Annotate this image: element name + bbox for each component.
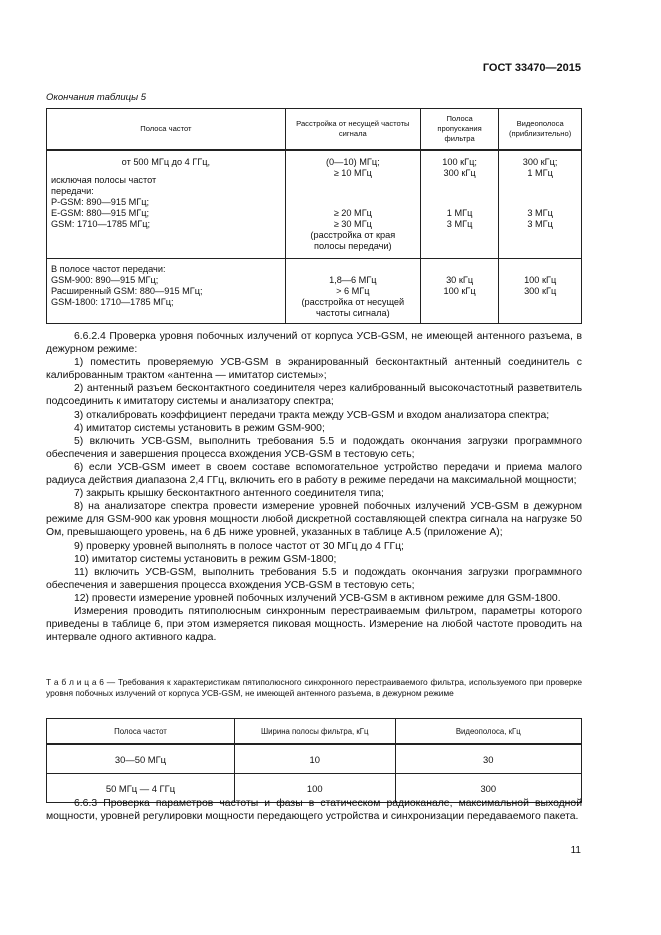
table6-header-band: Полоса частот bbox=[47, 719, 235, 745]
paragraph: 2) антенный разъем бесконтактного соединителя через калиброванный высокочастотный разветвитель подсоединить к имитатору системы и анализатору спектра; bbox=[46, 383, 582, 408]
paragraph: 6.6.2.4 Проверка уровня побочных излучений от корпуса УСВ-GSM, не имеющей антенного разъема, в дежурном режиме: bbox=[46, 331, 582, 356]
paragraph: 4) имитатор системы установить в режим GSM-900; bbox=[74, 422, 325, 434]
table5-cell-video: 100 кГц 300 кГц bbox=[499, 259, 582, 324]
paragraph: 11) включить УСВ-GSM, выполнить требования 5.5 и подождать окончания загрузки программного обеспечения и завершения процесса вхождения УСВ-GSM в тестовую сеть; bbox=[46, 566, 582, 591]
table-row bbox=[47, 744, 582, 774]
table5-header-filter: Полоса пропускания фильтра bbox=[420, 109, 498, 151]
paragraph: 8) на анализаторе спектра провести измерение уровней побочных излучений УСВ-GSM в дежурном режиме для GSM-900 как уровня мощности любой дискретной составляющей спектра сигнала на нагрузке 50 Ом, превышающего уровень, на 6 дБ ниже уровней, указанных в таблице А.5 (приложение А); bbox=[46, 501, 582, 539]
table6-cell: 50 МГц — 4 ГГц bbox=[47, 774, 235, 803]
table5-header-band: Полоса частот bbox=[47, 109, 286, 151]
table5-caption: Окончания таблицы 5 bbox=[46, 92, 147, 103]
paragraph: 12) провести измерение уровней побочных излучений УСВ-GSM в активном режиме для GSM-1800. bbox=[74, 592, 561, 604]
table5-cell-filter: 100 кГц; 300 кГц 1 МГц 3 МГц bbox=[420, 150, 498, 259]
table6-cell: 100 bbox=[234, 774, 395, 803]
paragraph: 5) включить УСВ-GSM, выполнить требования 5.5 и подождать окончания загрузки программного обеспечения и завершения процесса вхождения УСВ-GSM в тестовую сеть; bbox=[46, 435, 582, 460]
procedure-text bbox=[46, 330, 582, 644]
standard-header: ГОСТ 33470—2015 bbox=[482, 62, 581, 74]
table-row bbox=[47, 259, 582, 324]
table6 bbox=[46, 718, 582, 803]
page-number: 11 bbox=[570, 845, 581, 856]
table6-cell: 10 bbox=[234, 744, 395, 774]
table6-header-filter-width: Ширина полосы фильтра, кГц bbox=[234, 719, 395, 745]
table6-cell: 30—50 МГц bbox=[47, 744, 235, 774]
paragraph: 6.6.3 Проверка параметров частоты и фазы в статическом радиоканале, максимальной выходной мощности, уровней регулировки мощности передающего устройства и синхронизации передаваемого пакета. bbox=[46, 798, 582, 823]
table5-header-offset: Расстройка от несущей частоты сигнала bbox=[285, 109, 420, 151]
table5-cell-filter: 30 кГц 100 кГц bbox=[420, 259, 498, 324]
paragraph: 1) поместить проверяемую УСВ-GSM в экранированный бесконтактный антенный соединитель с калиброванным трактом «антенна — имитатор системы»; bbox=[46, 357, 582, 382]
table5-cell-band: от 500 МГц до 4 ГГц, исключая полосы частот передачи: P-GSM: 890—915 МГц; E-GSM: 880—915 МГц; GSM: 1710—1785 МГц; bbox=[47, 150, 286, 259]
table5 bbox=[46, 108, 582, 324]
paragraph: 9) проверку уровней выполнять в полосе частот от 30 МГц до 4 ГГц; bbox=[74, 540, 404, 552]
table6-header-row bbox=[47, 719, 582, 745]
table5-header-row bbox=[47, 109, 582, 151]
paragraph: Измерения проводить пятиполюсным синхронным перестраиваемым фильтром, параметры которого приведены в таблице 6, при этом измеряется пиковая мощность. Измерение на любой частоте проводить на интервале одного активного кадра. bbox=[46, 605, 582, 644]
table5-cell-offset: 1,8—6 МГц > 6 МГц (расстройка от несущей частоты сигнала) bbox=[285, 259, 420, 324]
table-row bbox=[47, 150, 582, 259]
table6-cell: 30 bbox=[395, 744, 581, 774]
table5-cell-band: В полосе частот передачи: GSM-900: 890—915 МГц; Расширенный GSM: 880—915 МГц; GSM-1800: 1710—1785 МГц; bbox=[47, 259, 286, 324]
table6-cell: 300 bbox=[395, 774, 581, 803]
table5-cell-video: 300 кГц; 1 МГц 3 МГц 3 МГц bbox=[499, 150, 582, 259]
paragraph: 3) откалибровать коэффициент передачи тракта между УСВ-GSM и входом анализатора спектра; bbox=[74, 409, 550, 421]
paragraph: 6) если УСВ-GSM имеет в своем составе вспомогательное устройство передачи и приема малого радиуса действия диапазона 2,4 ГГц, включить его в работу в режиме передачи на максимальной мощности; bbox=[46, 461, 582, 487]
final-text bbox=[46, 797, 582, 823]
table5-header-video: Видеополоса (приблизительно) bbox=[499, 109, 582, 151]
table6-caption: Т а б л и ц а 6 — Требования к характеристикам пятиполюсного синхронного перестраиваемого фильтра, используемого при проверке уровня побочных излучений от корпуса УСВ-GSM, не имеющей антенного разъема, в дежурном режиме bbox=[46, 677, 582, 698]
table5-cell-offset: (0—10) МГц; ≥ 10 МГц ≥ 20 МГц ≥ 30 МГц (расстройка от края полосы передачи) bbox=[285, 150, 420, 259]
paragraph: 10) имитатор системы установить в режим GSM-1800; bbox=[74, 553, 337, 565]
paragraph: 7) закрыть крышку бесконтактного антенного соединителя типа; bbox=[74, 488, 384, 500]
table6-header-video: Видеополоса, кГц bbox=[395, 719, 581, 745]
